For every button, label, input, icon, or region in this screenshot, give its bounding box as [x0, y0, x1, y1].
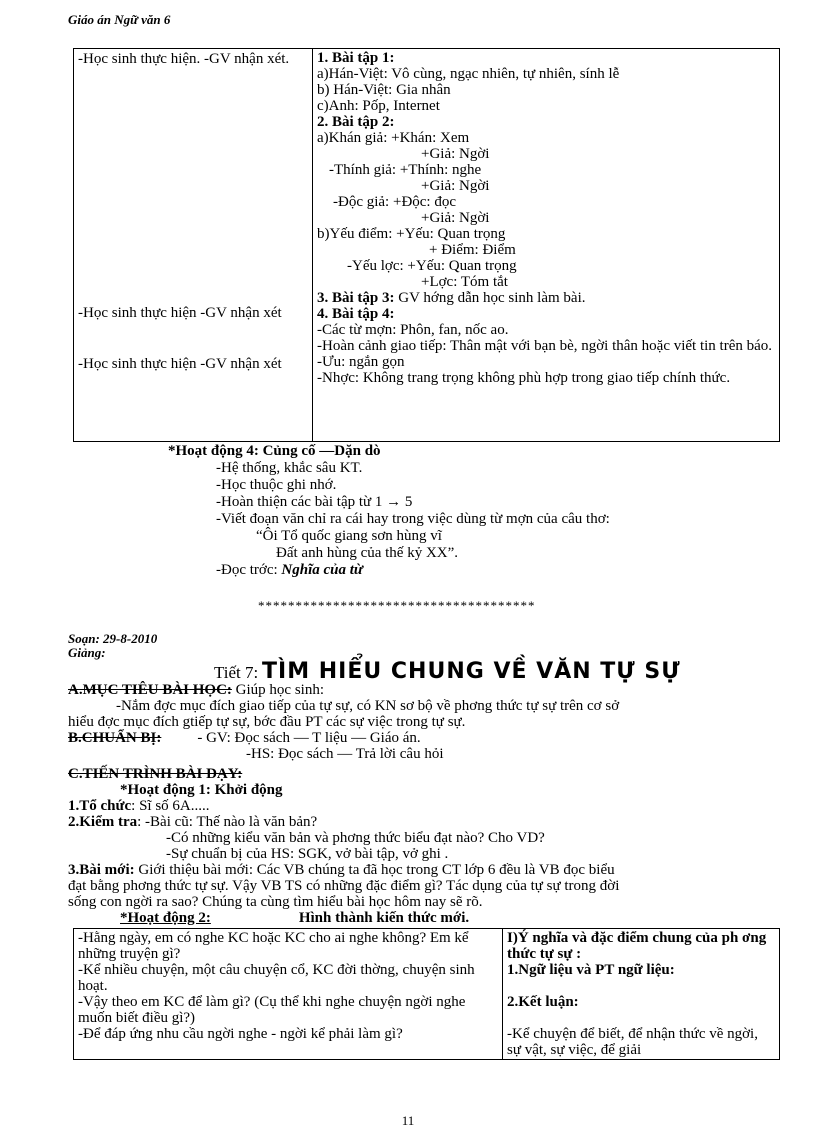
question-2: -Kể nhiều chuyện, một câu chuyện cổ, KC đời thờng, chuyện sinh hoạt. [78, 962, 475, 994]
bai-moi-line-3: sống con ngời ra sao? Chúng ta cùng tìm hiểu bài học hôm nay sẽ rõ. [68, 894, 483, 910]
activity-4-item: -Học thuộc ghi nhớ. [216, 477, 337, 493]
knowledge-table [73, 928, 780, 1060]
spacer [507, 1010, 775, 1026]
ex2-line-6: +Giả: Ngời [421, 210, 490, 226]
spacer [507, 978, 775, 994]
ex4-line-2: -Hoàn cảnh giao tiếp: Thân mật với bạn bè, ngời thân hoặc viết tin trên báo. [317, 338, 773, 354]
lesson-heading: TÌM HIỂU CHUNG VỀ VĂN TỰ SỰ [262, 659, 681, 684]
ex2-line-2: +Giả: Ngời [421, 146, 490, 162]
exercise-2-heading: 2. Bài tập 2: [317, 114, 395, 130]
read-next: -Đọc trớc: Nghĩa của từ [216, 562, 363, 578]
ex2-line-1: a)Khán giả: +Khán: Xem [317, 130, 470, 146]
questions-column [74, 929, 503, 1060]
ex4-line-1: -Các từ mợn: Phôn, fan, nốc ao. [317, 322, 509, 338]
lesson-title [214, 659, 681, 684]
ex4-line-3: -Ưu: ngắn gọn [317, 354, 405, 370]
section-c-label: C.TIẾN TRÌNH BÀI DẠY: [68, 766, 243, 782]
ex1-line-b: b) Hán-Việt: Gia nhân [317, 82, 451, 98]
teacher-activity-column [74, 49, 313, 442]
activity-note-3: -Học sinh thực hiện -GV nhận xét [78, 356, 282, 372]
knowledge-heading: I)Ý nghĩa và đặc điểm chung của ph ơng thức tự sự : [507, 930, 767, 962]
knowledge-text: -Kể chuyện để biết, để nhận thức về ngời, sự vật, sự việc, để giải [507, 1026, 758, 1058]
poem-line-2: Đất anh hùng của thế kỷ XX”. [276, 545, 459, 561]
activity-4-list [216, 460, 610, 579]
ex2-line-7: b)Yếu điểm: +Yếu: Quan trọng [317, 226, 506, 242]
ex2-line-4: +Giả: Ngời [421, 178, 490, 194]
knowledge-column [503, 929, 780, 1060]
activity-2-title: *Hoạt động 2: Hình thành kiến thức mới. [120, 910, 470, 926]
question-4: -Để đáp ứng nhu cầu ngời nghe - ngời kể phải làm gì? [78, 1026, 403, 1042]
knowledge-sub-2: 2.Kết luận: [507, 994, 579, 1010]
ex2-line-8: + Điểm: Điểm [429, 242, 516, 258]
kiem-tra-line-2: -Có những kiểu văn bản và phơng thức biểu đạt nào? Cho VD? [166, 830, 545, 846]
activity-4-title: *Hoạt động 4: Củng cố —Dặn dò [168, 443, 381, 459]
ex2-line-9: -Yếu lợc: +Yếu: Quan trọng [347, 258, 517, 274]
section-b-line-2: -HS: Đọc sách — Trả lời câu hỏi [246, 746, 444, 762]
ex1-line-c: c)Anh: Pốp, Internet [317, 98, 440, 114]
activity-4-item: -Hệ thống, khắc sâu KT. [216, 460, 363, 476]
activity-note-2: -Học sinh thực hiện -GV nhận xét [78, 305, 282, 321]
question-1: -Hằng ngày, em có nghe KC hoặc KC cho ai nghe không? Em kể những truyện gì? [78, 930, 469, 962]
section-b-line: B.CHUẨN BỊ: - GV: Đọc sách — T liệu — Giáo án. [68, 730, 421, 746]
page-number: 11 [401, 1113, 415, 1128]
kiem-tra-line: 2.Kiểm tra: -Bài cũ: Thế nào là văn bản? [68, 814, 318, 830]
ex2-line-10: +Lợc: Tóm tắt [421, 274, 508, 290]
soan-date: Soạn: 29-8-2010 [68, 631, 158, 646]
activity-4-item: -Viết đoạn văn chỉ ra cái hay trong việc dùng từ mợn của câu thơ: [216, 511, 610, 527]
content-column [313, 49, 780, 442]
activity-note-1: -Học sinh thực hiện. -GV nhận xét. [78, 51, 290, 67]
activity-1-title: *Hoạt động 1: Khởi động [120, 782, 283, 798]
section-a-line-2: -Nắm đợc mục đích giao tiếp của tự sự, có KN sơ bộ về phơng thức tự sự trên cơ sở [116, 698, 620, 714]
activity-4-item: -Hoàn thiện các bài tập từ 1 → 5 [216, 494, 413, 510]
kiem-tra-line-3: -Sự chuẩn bị của HS: SGK, vở bài tập, vở ghi . [166, 846, 449, 862]
page-header: Giáo án Ngữ văn 6 [68, 12, 171, 27]
exercise-1-heading: 1. Bài tập 1: [317, 50, 395, 66]
separator-stars: ************************************* [258, 598, 536, 613]
giang-date: Giảng: [68, 645, 106, 660]
bai-moi-line: 3.Bài mới: Giới thiệu bài mới: Các VB chúng ta đã học trong CT lớp 6 đều là VB đọc biểu [68, 862, 615, 878]
ex4-line-4: -Nhợc: Không trang trọng không phù hợp trong giao tiếp chính thức. [317, 370, 731, 386]
bai-moi-line-2: đạt bằng phơng thức tự sự. Vậy VB TS có những đặc điểm gì? Tác dụng của tự sự trong đời [68, 878, 620, 894]
lesson-number: Tiết 7: [214, 663, 259, 682]
to-chuc-line: 1.Tổ chức: Sĩ số 6A..... [68, 798, 210, 814]
exercise-table [73, 48, 780, 442]
poem-line-1: “Ôi Tổ quốc giang sơn hùng vĩ [256, 528, 442, 544]
ex2-line-3: -Thính giả: +Thính: nghe [329, 162, 482, 178]
section-a-line-3: hiểu đợc mục đích gtiếp tự sự, bớc đầu PT các sự việc trong tự sự. [68, 714, 466, 730]
objectives-section [68, 682, 788, 926]
exercise-4-heading: 4. Bài tập 4: [317, 306, 395, 322]
knowledge-sub-1: 1.Ngữ liệu và PT ngữ liệu: [507, 962, 675, 978]
ex2-line-5: -Độc giả: +Độc: đọc [333, 194, 457, 210]
section-a-line: A.MỤC TIÊU BÀI HỌC: Giúp học sinh: [68, 682, 324, 698]
lesson-date [68, 632, 157, 660]
ex1-line-a: a)Hán-Việt: Vô cùng, ngạc nhiên, tự nhiên, sính lễ [317, 66, 620, 82]
question-3: -Vậy theo em KC để làm gì? (Cụ thể khi nghe chuyện ngời nghe muốn biết điều gì?) [78, 994, 466, 1026]
exercise-3-line: 3. Bài tập 3: GV hớng dẫn học sinh làm bài. [317, 290, 586, 306]
